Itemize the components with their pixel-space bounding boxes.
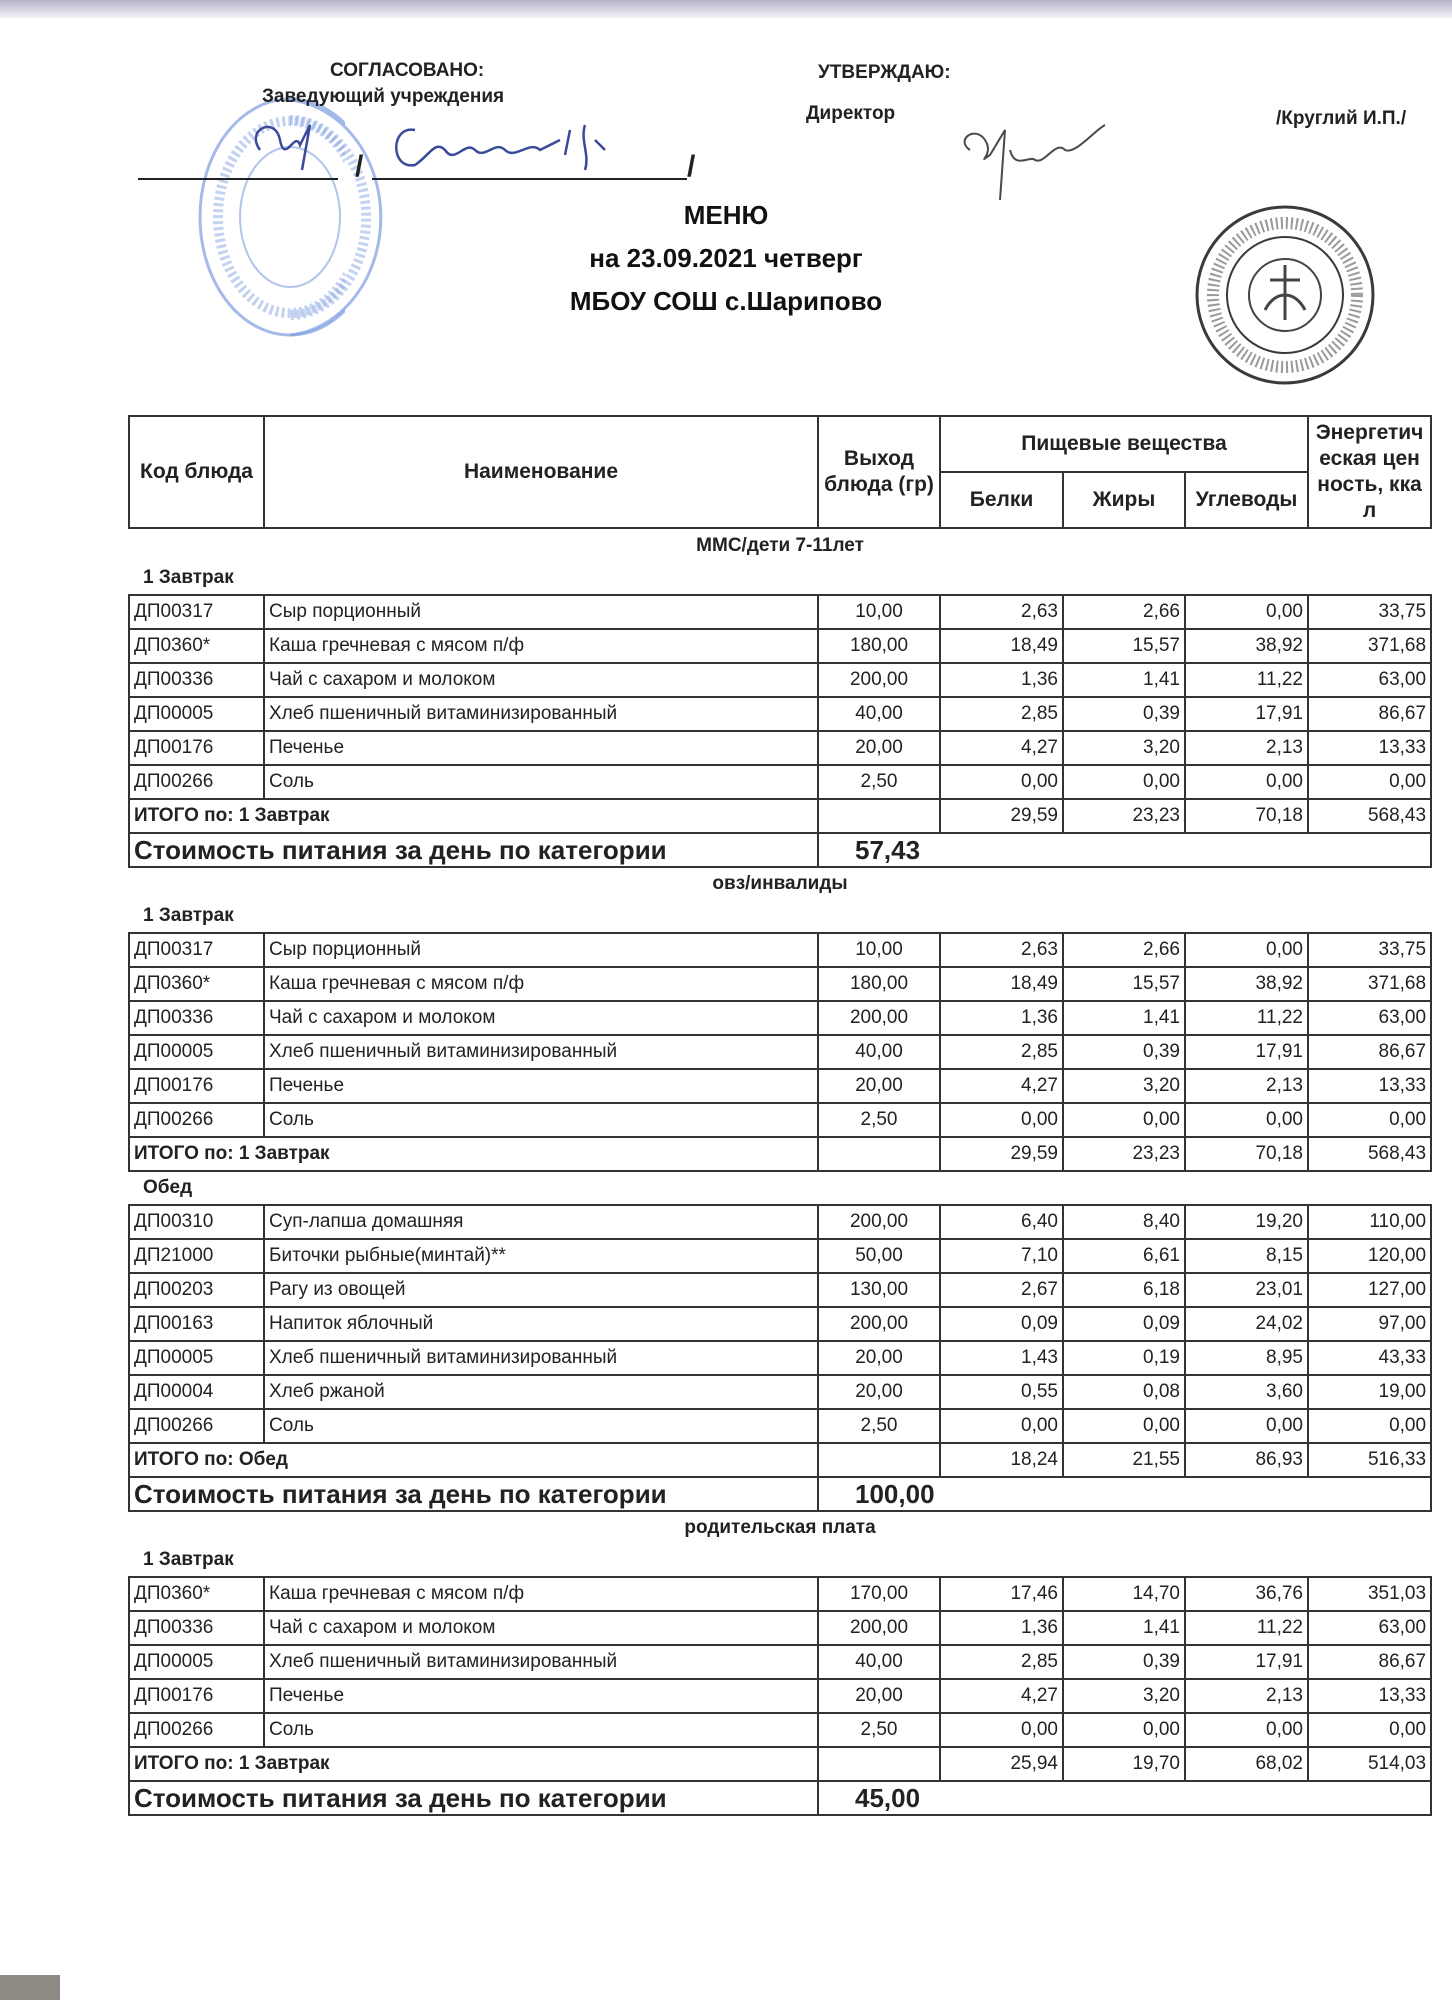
dish-fat: 3,20 bbox=[1063, 731, 1185, 765]
dish-fat: 0,39 bbox=[1063, 1035, 1185, 1069]
agreed-role: Заведующий учреждения bbox=[262, 86, 505, 107]
dish-yield: 200,00 bbox=[818, 1611, 940, 1645]
total-yield-empty bbox=[818, 1443, 940, 1477]
dish-protein: 0,00 bbox=[940, 1713, 1063, 1747]
dish-energy: 120,00 bbox=[1308, 1239, 1431, 1273]
dish-energy: 13,33 bbox=[1308, 1679, 1431, 1713]
total-carbs: 86,93 bbox=[1185, 1443, 1308, 1477]
meal-label: 1 Завтрак bbox=[143, 567, 234, 588]
section-title: ММС/дети 7-11лет bbox=[696, 535, 864, 556]
dish-name: Каша гречневая с мясом п/ф bbox=[264, 967, 818, 1001]
dish-yield: 2,50 bbox=[818, 1409, 940, 1443]
dish-fat: 0,00 bbox=[1063, 1409, 1185, 1443]
dish-fat: 0,08 bbox=[1063, 1375, 1185, 1409]
dish-carbs: 11,22 bbox=[1185, 1001, 1308, 1035]
table-row bbox=[129, 731, 1431, 765]
dish-yield: 130,00 bbox=[818, 1273, 940, 1307]
dish-name: Рагу из овощей bbox=[264, 1273, 818, 1307]
dish-yield: 2,50 bbox=[818, 765, 940, 799]
menu-table-body bbox=[128, 530, 1432, 1816]
cost-label: Стоимость питания за день по категории bbox=[129, 1781, 818, 1815]
col-protein: Белки bbox=[940, 472, 1063, 528]
dish-fat: 2,66 bbox=[1063, 933, 1185, 967]
dish-code: ДП00336 bbox=[129, 663, 264, 697]
dish-fat: 8,40 bbox=[1063, 1205, 1185, 1239]
approve-label: УТВЕРЖДАЮ: bbox=[818, 62, 951, 83]
section-title-row bbox=[129, 530, 1431, 562]
dish-yield: 170,00 bbox=[818, 1577, 940, 1611]
table-row bbox=[129, 1341, 1431, 1375]
total-protein: 29,59 bbox=[940, 1137, 1063, 1171]
dish-carbs: 0,00 bbox=[1185, 1103, 1308, 1137]
section-title-row bbox=[129, 867, 1431, 900]
table-row bbox=[129, 1409, 1431, 1443]
scan-edge-top bbox=[0, 0, 1452, 18]
dish-name: Соль bbox=[264, 765, 818, 799]
table-row bbox=[129, 697, 1431, 731]
dish-protein: 1,36 bbox=[940, 663, 1063, 697]
dish-carbs: 17,91 bbox=[1185, 1645, 1308, 1679]
dish-carbs: 38,92 bbox=[1185, 967, 1308, 1001]
dish-code: ДП00266 bbox=[129, 1409, 264, 1443]
dish-name: Печенье bbox=[264, 1069, 818, 1103]
dish-name: Сыр порционный bbox=[264, 933, 818, 967]
table-row bbox=[129, 1713, 1431, 1747]
dish-yield: 180,00 bbox=[818, 629, 940, 663]
dish-fat: 0,39 bbox=[1063, 1645, 1185, 1679]
col-carbs: Углеводы bbox=[1185, 472, 1308, 528]
dish-name: Чай с сахаром и молоком bbox=[264, 663, 818, 697]
table-row bbox=[129, 967, 1431, 1001]
dish-code: ДП00004 bbox=[129, 1375, 264, 1409]
dish-yield: 20,00 bbox=[818, 1069, 940, 1103]
dish-code: ДП00336 bbox=[129, 1611, 264, 1645]
dish-protein: 0,55 bbox=[940, 1375, 1063, 1409]
dish-fat: 0,09 bbox=[1063, 1307, 1185, 1341]
dish-carbs: 8,15 bbox=[1185, 1239, 1308, 1273]
dish-name: Соль bbox=[264, 1103, 818, 1137]
cost-row bbox=[129, 1781, 1431, 1815]
dish-code: ДП00176 bbox=[129, 731, 264, 765]
official-seal-icon bbox=[1190, 200, 1380, 390]
total-yield-empty bbox=[818, 1137, 940, 1171]
table-row bbox=[129, 765, 1431, 799]
dish-name: Хлеб ржаной bbox=[264, 1375, 818, 1409]
dish-yield: 20,00 bbox=[818, 1341, 940, 1375]
dish-protein: 4,27 bbox=[940, 1679, 1063, 1713]
dish-fat: 3,20 bbox=[1063, 1679, 1185, 1713]
section-title: овз/инвалиды bbox=[712, 873, 848, 894]
total-protein: 18,24 bbox=[940, 1443, 1063, 1477]
meal-label: Обед bbox=[143, 1177, 193, 1198]
dish-name: Суп-лапша домашняя bbox=[264, 1205, 818, 1239]
meal-label-row bbox=[129, 1544, 1431, 1577]
dish-energy: 371,68 bbox=[1308, 967, 1431, 1001]
col-energy: Энергетическая ценность, ккал bbox=[1308, 416, 1431, 528]
dish-fat: 0,39 bbox=[1063, 697, 1185, 731]
dish-name: Каша гречневая с мясом п/ф bbox=[264, 1577, 818, 1611]
table-row bbox=[129, 1273, 1431, 1307]
dish-carbs: 11,22 bbox=[1185, 1611, 1308, 1645]
dish-energy: 0,00 bbox=[1308, 765, 1431, 799]
table-row bbox=[129, 1103, 1431, 1137]
dish-energy: 33,75 bbox=[1308, 933, 1431, 967]
menu-title: МЕНЮ bbox=[683, 200, 769, 230]
total-label: ИТОГО по: 1 Завтрак bbox=[129, 1137, 818, 1171]
dish-energy: 0,00 bbox=[1308, 1409, 1431, 1443]
dish-protein: 6,40 bbox=[940, 1205, 1063, 1239]
total-energy: 516,33 bbox=[1308, 1443, 1431, 1477]
dish-name: Хлеб пшеничный витаминизированный bbox=[264, 697, 818, 731]
cost-label: Стоимость питания за день по категории bbox=[129, 1477, 818, 1511]
dish-energy: 86,67 bbox=[1308, 697, 1431, 731]
dish-energy: 0,00 bbox=[1308, 1713, 1431, 1747]
dish-carbs: 11,22 bbox=[1185, 663, 1308, 697]
dish-code: ДП00317 bbox=[129, 595, 264, 629]
cost-value: 100,00 bbox=[818, 1477, 1431, 1511]
dish-energy: 43,33 bbox=[1308, 1341, 1431, 1375]
dish-name: Каша гречневая с мясом п/ф bbox=[264, 629, 818, 663]
dish-code: ДП00310 bbox=[129, 1205, 264, 1239]
dish-name: Хлеб пшеничный витаминизированный bbox=[264, 1645, 818, 1679]
dish-energy: 63,00 bbox=[1308, 663, 1431, 697]
dish-code: ДП00203 bbox=[129, 1273, 264, 1307]
meal-label-row bbox=[129, 562, 1431, 595]
dish-code: ДП21000 bbox=[129, 1239, 264, 1273]
dish-fat: 1,41 bbox=[1063, 1001, 1185, 1035]
cost-row bbox=[129, 1477, 1431, 1511]
dish-yield: 20,00 bbox=[818, 731, 940, 765]
dish-energy: 19,00 bbox=[1308, 1375, 1431, 1409]
table-row bbox=[129, 1611, 1431, 1645]
dish-carbs: 0,00 bbox=[1185, 1713, 1308, 1747]
dish-code: ДП00266 bbox=[129, 765, 264, 799]
dish-carbs: 3,60 bbox=[1185, 1375, 1308, 1409]
cost-value: 57,43 bbox=[818, 833, 1431, 867]
dish-protein: 2,85 bbox=[940, 1035, 1063, 1069]
dish-fat: 1,41 bbox=[1063, 1611, 1185, 1645]
dish-fat: 2,66 bbox=[1063, 595, 1185, 629]
total-carbs: 68,02 bbox=[1185, 1747, 1308, 1781]
dish-name: Соль bbox=[264, 1713, 818, 1747]
director-name: /Круглий И.П./ bbox=[1276, 108, 1407, 129]
dish-fat: 15,57 bbox=[1063, 629, 1185, 663]
director-signature-icon bbox=[955, 110, 1115, 210]
dish-protein: 2,63 bbox=[940, 933, 1063, 967]
dish-fat: 0,00 bbox=[1063, 1713, 1185, 1747]
menu-date: на 23.09.2021 четверг bbox=[589, 243, 863, 273]
dish-yield: 200,00 bbox=[818, 1001, 940, 1035]
dish-code: ДП00163 bbox=[129, 1307, 264, 1341]
cost-row bbox=[129, 833, 1431, 867]
dish-yield: 40,00 bbox=[818, 1645, 940, 1679]
dish-name: Печенье bbox=[264, 1679, 818, 1713]
dish-carbs: 2,13 bbox=[1185, 1069, 1308, 1103]
meal-label: 1 Завтрак bbox=[143, 1549, 234, 1570]
table-row bbox=[129, 1001, 1431, 1035]
col-yield: Выход блюда (гр) bbox=[818, 416, 940, 528]
col-code: Код блюда bbox=[129, 416, 264, 528]
dish-carbs: 0,00 bbox=[1185, 765, 1308, 799]
director-role: Директор bbox=[806, 103, 896, 124]
dish-protein: 2,63 bbox=[940, 595, 1063, 629]
cost-value: 45,00 bbox=[818, 1781, 1431, 1815]
dish-fat: 1,41 bbox=[1063, 663, 1185, 697]
table-row bbox=[129, 1069, 1431, 1103]
dish-energy: 63,00 bbox=[1308, 1001, 1431, 1035]
dish-fat: 0,00 bbox=[1063, 765, 1185, 799]
total-row bbox=[129, 799, 1431, 833]
dish-protein: 2,85 bbox=[940, 697, 1063, 731]
dish-yield: 10,00 bbox=[818, 933, 940, 967]
total-carbs: 70,18 bbox=[1185, 799, 1308, 833]
dish-fat: 3,20 bbox=[1063, 1069, 1185, 1103]
total-yield-empty bbox=[818, 1747, 940, 1781]
dish-protein: 2,67 bbox=[940, 1273, 1063, 1307]
total-protein: 25,94 bbox=[940, 1747, 1063, 1781]
dish-yield: 200,00 bbox=[818, 1307, 940, 1341]
dish-yield: 10,00 bbox=[818, 595, 940, 629]
dish-name: Чай с сахаром и молоком bbox=[264, 1001, 818, 1035]
dish-energy: 13,33 bbox=[1308, 731, 1431, 765]
dish-protein: 1,36 bbox=[940, 1001, 1063, 1035]
dish-code: ДП00336 bbox=[129, 1001, 264, 1035]
total-energy: 514,03 bbox=[1308, 1747, 1431, 1781]
dish-energy: 13,33 bbox=[1308, 1069, 1431, 1103]
dish-yield: 2,50 bbox=[818, 1103, 940, 1137]
total-yield-empty bbox=[818, 799, 940, 833]
signature-slash-1: / bbox=[355, 150, 364, 183]
dish-protein: 18,49 bbox=[940, 967, 1063, 1001]
total-row bbox=[129, 1137, 1431, 1171]
total-label: ИТОГО по: Обед bbox=[129, 1443, 818, 1477]
col-fat: Жиры bbox=[1063, 472, 1185, 528]
dish-carbs: 0,00 bbox=[1185, 933, 1308, 967]
dish-name: Соль bbox=[264, 1409, 818, 1443]
total-row bbox=[129, 1443, 1431, 1477]
head-signature-icon bbox=[240, 110, 670, 190]
table-row bbox=[129, 1205, 1431, 1239]
dish-code: ДП00005 bbox=[129, 1645, 264, 1679]
dish-yield: 40,00 bbox=[818, 1035, 940, 1069]
dish-protein: 17,46 bbox=[940, 1577, 1063, 1611]
dish-yield: 40,00 bbox=[818, 697, 940, 731]
dish-name: Биточки рыбные(минтай)** bbox=[264, 1239, 818, 1273]
dish-carbs: 23,01 bbox=[1185, 1273, 1308, 1307]
dish-yield: 200,00 bbox=[818, 1205, 940, 1239]
dish-carbs: 2,13 bbox=[1185, 1679, 1308, 1713]
dish-yield: 2,50 bbox=[818, 1713, 940, 1747]
total-carbs: 70,18 bbox=[1185, 1137, 1308, 1171]
total-energy: 568,43 bbox=[1308, 1137, 1431, 1171]
dish-carbs: 38,92 bbox=[1185, 629, 1308, 663]
dish-protein: 4,27 bbox=[940, 1069, 1063, 1103]
table-row bbox=[129, 1375, 1431, 1409]
scan-edge-corner bbox=[0, 1975, 60, 2000]
dish-energy: 97,00 bbox=[1308, 1307, 1431, 1341]
dish-protein: 0,00 bbox=[940, 1409, 1063, 1443]
dish-energy: 33,75 bbox=[1308, 595, 1431, 629]
dish-yield: 200,00 bbox=[818, 663, 940, 697]
dish-yield: 180,00 bbox=[818, 967, 940, 1001]
dish-protein: 1,43 bbox=[940, 1341, 1063, 1375]
total-label: ИТОГО по: 1 Завтрак bbox=[129, 1747, 818, 1781]
dish-fat: 0,00 bbox=[1063, 1103, 1185, 1137]
dish-code: ДП00266 bbox=[129, 1103, 264, 1137]
total-fat: 23,23 bbox=[1063, 1137, 1185, 1171]
dish-energy: 86,67 bbox=[1308, 1035, 1431, 1069]
dish-name: Сыр порционный bbox=[264, 595, 818, 629]
dish-yield: 50,00 bbox=[818, 1239, 940, 1273]
dish-carbs: 24,02 bbox=[1185, 1307, 1308, 1341]
dish-carbs: 0,00 bbox=[1185, 595, 1308, 629]
meal-label-row bbox=[129, 1171, 1431, 1205]
dish-code: ДП0360* bbox=[129, 967, 264, 1001]
dish-name: Хлеб пшеничный витаминизированный bbox=[264, 1341, 818, 1375]
dish-protein: 1,36 bbox=[940, 1611, 1063, 1645]
dish-yield: 20,00 bbox=[818, 1375, 940, 1409]
dish-name: Чай с сахаром и молоком bbox=[264, 1611, 818, 1645]
dish-energy: 127,00 bbox=[1308, 1273, 1431, 1307]
table-row bbox=[129, 1577, 1431, 1611]
table-row bbox=[129, 1645, 1431, 1679]
total-protein: 29,59 bbox=[940, 799, 1063, 833]
total-label: ИТОГО по: 1 Завтрак bbox=[129, 799, 818, 833]
dish-fat: 6,61 bbox=[1063, 1239, 1185, 1273]
table-row bbox=[129, 1307, 1431, 1341]
school-name: МБОУ СОШ с.Шарипово bbox=[569, 286, 883, 316]
meal-label-row bbox=[129, 900, 1431, 933]
table-row bbox=[129, 1679, 1431, 1713]
dish-protein: 18,49 bbox=[940, 629, 1063, 663]
dish-protein: 2,85 bbox=[940, 1645, 1063, 1679]
dish-carbs: 8,95 bbox=[1185, 1341, 1308, 1375]
table-row bbox=[129, 595, 1431, 629]
dish-name: Хлеб пшеничный витаминизированный bbox=[264, 1035, 818, 1069]
agreed-label: СОГЛАСОВАНО: bbox=[330, 60, 485, 81]
dish-code: ДП00317 bbox=[129, 933, 264, 967]
dish-yield: 20,00 bbox=[818, 1679, 940, 1713]
dish-carbs: 0,00 bbox=[1185, 1409, 1308, 1443]
dish-energy: 351,03 bbox=[1308, 1577, 1431, 1611]
dish-fat: 15,57 bbox=[1063, 967, 1185, 1001]
table-row bbox=[129, 629, 1431, 663]
total-energy: 568,43 bbox=[1308, 799, 1431, 833]
dish-code: ДП0360* bbox=[129, 1577, 264, 1611]
menu-table-header bbox=[128, 415, 1432, 529]
dish-carbs: 17,91 bbox=[1185, 697, 1308, 731]
dish-energy: 371,68 bbox=[1308, 629, 1431, 663]
table-row bbox=[129, 933, 1431, 967]
dish-code: ДП00005 bbox=[129, 697, 264, 731]
dish-code: ДП00176 bbox=[129, 1679, 264, 1713]
dish-carbs: 17,91 bbox=[1185, 1035, 1308, 1069]
dish-protein: 0,00 bbox=[940, 1103, 1063, 1137]
dish-carbs: 19,20 bbox=[1185, 1205, 1308, 1239]
dish-fat: 14,70 bbox=[1063, 1577, 1185, 1611]
meal-label: 1 Завтрак bbox=[143, 905, 234, 926]
section-title-row bbox=[129, 1511, 1431, 1544]
table-row bbox=[129, 1239, 1431, 1273]
total-fat: 19,70 bbox=[1063, 1747, 1185, 1781]
dish-carbs: 36,76 bbox=[1185, 1577, 1308, 1611]
col-nutrients: Пищевые вещества bbox=[940, 416, 1308, 472]
col-name: Наименование bbox=[264, 416, 818, 528]
dish-fat: 6,18 bbox=[1063, 1273, 1185, 1307]
dish-protein: 7,10 bbox=[940, 1239, 1063, 1273]
signature-slash-2: / bbox=[687, 150, 696, 183]
dish-fat: 0,19 bbox=[1063, 1341, 1185, 1375]
dish-protein: 0,00 bbox=[940, 765, 1063, 799]
cost-label: Стоимость питания за день по категории bbox=[129, 833, 818, 867]
dish-code: ДП00005 bbox=[129, 1035, 264, 1069]
dish-protein: 4,27 bbox=[940, 731, 1063, 765]
dish-energy: 0,00 bbox=[1308, 1103, 1431, 1137]
dish-carbs: 2,13 bbox=[1185, 731, 1308, 765]
dish-code: ДП00176 bbox=[129, 1069, 264, 1103]
section-title: родительская плата bbox=[684, 1517, 876, 1538]
dish-energy: 63,00 bbox=[1308, 1611, 1431, 1645]
dish-protein: 0,09 bbox=[940, 1307, 1063, 1341]
table-row bbox=[129, 663, 1431, 697]
dish-code: ДП00266 bbox=[129, 1713, 264, 1747]
dish-name: Напиток яблочный bbox=[264, 1307, 818, 1341]
total-fat: 21,55 bbox=[1063, 1443, 1185, 1477]
dish-name: Печенье bbox=[264, 731, 818, 765]
dish-code: ДП00005 bbox=[129, 1341, 264, 1375]
table-row bbox=[129, 1035, 1431, 1069]
dish-energy: 110,00 bbox=[1308, 1205, 1431, 1239]
dish-code: ДП0360* bbox=[129, 629, 264, 663]
total-row bbox=[129, 1747, 1431, 1781]
dish-energy: 86,67 bbox=[1308, 1645, 1431, 1679]
total-fat: 23,23 bbox=[1063, 799, 1185, 833]
